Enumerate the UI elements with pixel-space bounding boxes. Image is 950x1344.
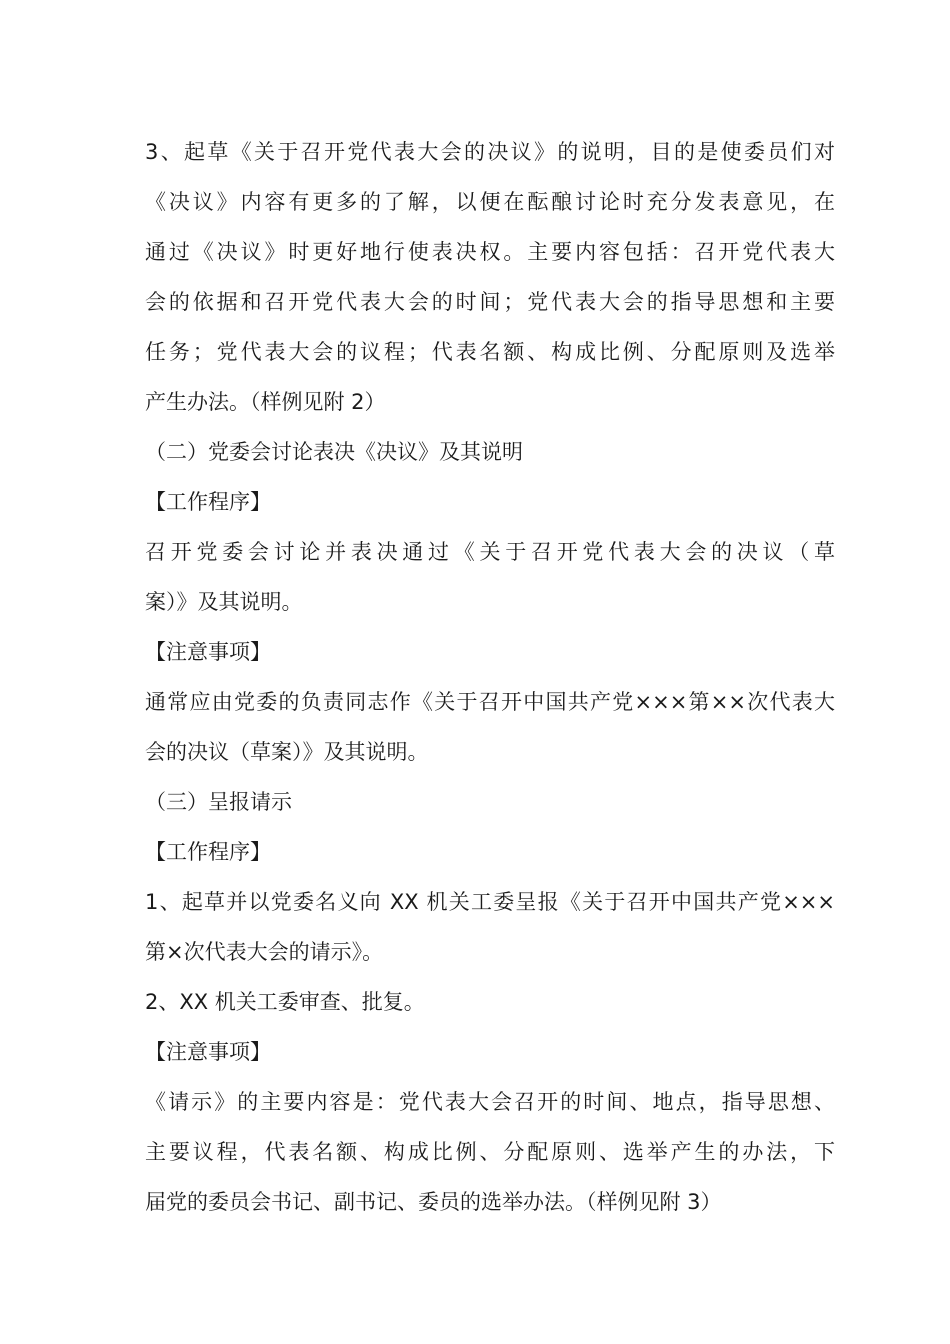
- text-line: 2、XX 机关工委审查、批复。: [145, 990, 425, 1014]
- section-heading: （二）党委会讨论表决《决议》及其说明: [145, 440, 523, 464]
- section-heading: （三）呈报请示: [145, 790, 292, 814]
- subsection-label: 【工作程序】: [145, 840, 271, 864]
- subsection-label: 【注意事项】: [145, 640, 271, 664]
- text-line: 3、起草《关于召开党代表大会的决议》的说明，目的是使委员们对: [145, 140, 835, 164]
- document-body: [145, 127, 835, 1227]
- text-line: 通过《决议》时更好地行使表决权。主要内容包括：召开党代表大: [145, 240, 835, 264]
- text-line: 召开党委会讨论并表决通过《关于召开党代表大会的决议（草: [145, 540, 835, 564]
- text-line: 主要议程，代表名额、构成比例、分配原则、选举产生的办法，下: [145, 1140, 835, 1164]
- subsection-label: 【注意事项】: [145, 1040, 271, 1064]
- text-line: 《请示》的主要内容是：党代表大会召开的时间、地点，指导思想、: [145, 1090, 835, 1114]
- text-line: 《决议》内容有更多的了解，以便在酝酿讨论时充分发表意见，在: [145, 190, 835, 214]
- text-line: 会的决议（草案）》及其说明。: [145, 740, 429, 764]
- text-line: 会的依据和召开党代表大会的时间；党代表大会的指导思想和主要: [145, 290, 835, 314]
- text-line: 通常应由党委的负责同志作《关于召开中国共产党×××第××次代表大: [145, 690, 835, 714]
- text-line: 1、起草并以党委名义向 XX 机关工委呈报《关于召开中国共产党×××: [145, 890, 835, 914]
- text-line: 产生办法。（样例见附 2）: [145, 390, 386, 414]
- text-line: 届党的委员会书记、副书记、委员的选举办法。（样例见附 3）: [145, 1190, 722, 1214]
- text-line: 第×次代表大会的请示》。: [145, 940, 384, 964]
- text-line: 案）》及其说明。: [145, 590, 303, 614]
- subsection-label: 【工作程序】: [145, 490, 271, 514]
- text-line: 任务；党代表大会的议程；代表名额、构成比例、分配原则及选举: [145, 340, 835, 364]
